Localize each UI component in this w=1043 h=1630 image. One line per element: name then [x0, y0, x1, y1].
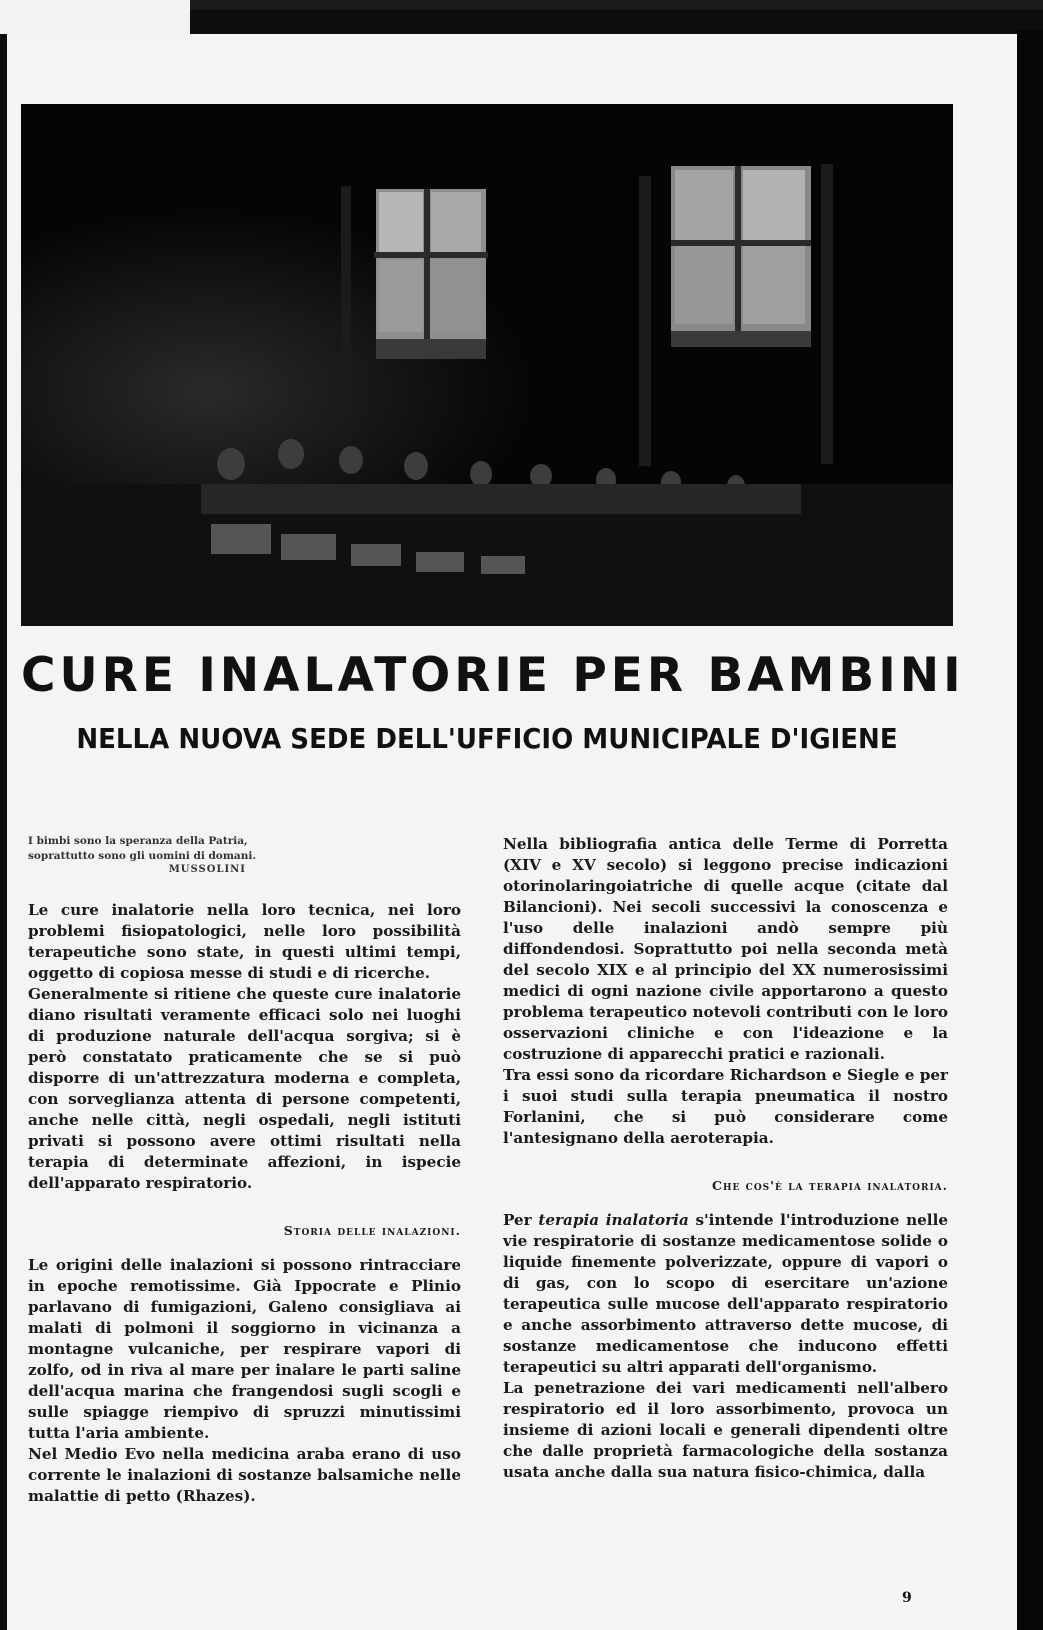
- epigraph-line: soprattutto sono gli uomini di domani.: [28, 849, 257, 862]
- photo-icon: [21, 104, 953, 626]
- left-column: [28, 834, 461, 1507]
- page-number: 9: [902, 1590, 912, 1606]
- paragraph: [503, 1210, 948, 1378]
- paragraph: Generalmente si ritiene che queste cure inalatorie diano risultati veramente efficaci solo nei luoghi di produzione naturale dell'acqua sorgiva; si è però constatato praticamente che se si può disporre di un'attrezzatura moderna e completa, con sorveglianza attenta di persone competenti, anche nelle città, negli ospedali, negli istituti privati si possono avere ottimi risultati nella terapia di determinate affezioni, in ispecie dell'apparato respiratorio.: [28, 984, 461, 1192]
- epigraph: [28, 834, 461, 878]
- epigraph-line: I bimbi sono la speranza della Patria,: [28, 835, 248, 847]
- paragraph: Tra essi sono da ricordare Richardson e Siegle e per i suoi studi sulla terapia pneumatica il nostro Forlanini, che si può considerare come l'antesignano della aeroterapia.: [503, 1066, 948, 1147]
- scan-edge-right: [1017, 30, 1043, 1630]
- inhalation-room-photo: [21, 104, 953, 626]
- article-subtitle: NELLA NUOVA SEDE DELL'UFFICIO MUNICIPALE D'IGIENE: [76, 722, 898, 755]
- paragraph: La penetrazione dei vari medicamenti nell'albero respiratorio ed il loro assorbimento, provoca un insieme di azioni locali e generali dipendenti oltre che dalle proprietà farmacologiche della sostanza usata anche dalla sua natura fisico-chimica, dalla: [503, 1379, 948, 1481]
- paragraph: Le cure inalatorie nella loro tecnica, nei loro problemi fisiopatologici, nelle loro possibilità terapeutiche sono state, in questi ultimi tempi, oggetto di copiosa messe di studi e di ricerche.: [28, 900, 461, 982]
- paragraph: Nel Medio Evo nella medicina araba erano di uso corrente le inalazioni di sostanze balsamiche nelle malattie di petto (Rhazes).: [28, 1444, 461, 1505]
- text-fragment: s'intende l'introduzione nelle vie respiratorie di sostanze medicamentose solide o liquide finemente polverizzate, oppure di vapori o di gas, con lo scopo di esercitare un'azione terapeutica sulle mucose dell'apparato respiratorio e anche assorbimento attraverso dette mucose, di sostanze medicamentose che inducono effetti terapeutici su altri apparati dell'organismo.: [503, 1211, 949, 1376]
- paragraph: Nella bibliografia antica delle Terme di Porretta (XIV e XV secolo) si leggono precise indicazioni otorinolaringoiatriche di quelle acque (citate dal Bilancioni). Nei secoli successivi la conoscenza e l'uso delle inalazioni andò sempre più diffondendosi. Soprattutto poi nella seconda metà del secolo XIX e al principio del XX numerosissimi medici di ogni nazione civile apportarono a questo problema terapeutico notevoli contributi con le loro osservazioni cliniche e con l'ideazione e la costruzione di apparecchi pratici e razionali.: [503, 835, 948, 1063]
- section-heading: Storia delle inalazioni.: [283, 1222, 461, 1238]
- scan-edge: [190, 0, 1043, 10]
- article-title: CURE INALATORIE PER BAMBINI: [21, 648, 965, 703]
- section-heading: Che cos'è la terapia inalatoria.: [712, 1178, 948, 1193]
- paragraph: Le origini delle inalazioni si possono rintracciare in epoche remotissime. Già Ippocrate e Plinio parlavano di fumigazioni, Galeno consigliava ai malati di polmoni il soggiorno in vicinanza a montagne vulcaniche, per respirare vapori di zolfo, od in riva al mare per inalare le parti saline dell'acqua marina che frangendosi sugli scogli e sulle spiagge riempivo di spruzzi minutissimi tutta l'aria ambiente.: [28, 1255, 461, 1442]
- right-column: [503, 834, 948, 1483]
- scan-margin: [0, 0, 190, 34]
- magazine-page: [7, 34, 1017, 1630]
- emphasis: terapia inalatoria: [538, 1211, 689, 1229]
- epigraph-author: MUSSOLINI: [168, 864, 246, 875]
- text-fragment: Per: [503, 1211, 539, 1229]
